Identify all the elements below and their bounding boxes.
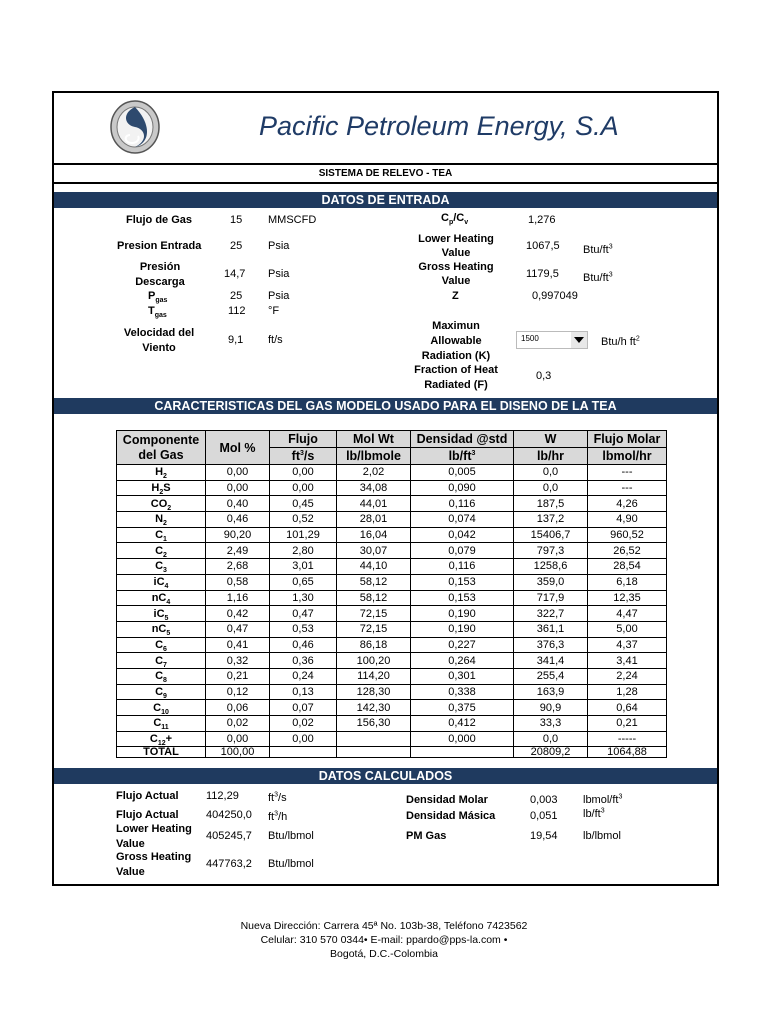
- value-densidad-masica: 0,051: [530, 810, 558, 822]
- cell-flujo: 1,30: [270, 590, 337, 606]
- cell-dens: 0,227: [411, 637, 514, 653]
- value-calc-lhv: 405245,7: [206, 830, 252, 842]
- unit-densidad-molar: lbmol/$ft^3$: [583, 793, 623, 806]
- cell-fm: 26,52: [588, 543, 667, 559]
- cell-mol: 0,06: [206, 700, 270, 716]
- divider: [54, 163, 717, 165]
- unit-densidad-masica: $lb/ft^3$: [583, 807, 605, 820]
- total-label: TOTAL: [117, 747, 206, 758]
- table-row: [117, 621, 667, 637]
- component-name: $C_6$: [117, 637, 206, 653]
- cell-w: 717,9: [514, 590, 588, 606]
- unit-presion-descarga: Psia: [268, 268, 290, 280]
- cell-mol: 0,46: [206, 512, 270, 528]
- radiation-dropdown-value: 1500: [521, 334, 539, 343]
- cell-mol: 2,49: [206, 543, 270, 559]
- value-presion-descarga: 14,7: [224, 268, 246, 280]
- unit-flujo-actual-2: $ft^3/h$: [268, 810, 288, 823]
- cell-w: 33,3: [514, 716, 588, 732]
- cell-flujo: 0,47: [270, 606, 337, 622]
- cell-dens: 0,042: [411, 527, 514, 543]
- cell-flujo: 0,00: [270, 480, 337, 496]
- col-unit-densidad: $lb/ft^3$: [411, 448, 514, 465]
- label-p-gas: $P_{gas}$: [148, 290, 168, 305]
- cell-molwt: 72,15: [337, 621, 411, 637]
- cell-flujo: 0,07: [270, 700, 337, 716]
- label-calc-lhv-2: Value: [116, 838, 145, 850]
- cell-molwt: 142,30: [337, 700, 411, 716]
- cell-fm: 4,47: [588, 606, 667, 622]
- cell-flujo: 3,01: [270, 559, 337, 575]
- cell-fm: 960,52: [588, 527, 667, 543]
- cell-molwt: 100,20: [337, 653, 411, 669]
- cell-flujo: 0,24: [270, 668, 337, 684]
- cell-fm: 6,18: [588, 574, 667, 590]
- table-total-row: [117, 747, 667, 758]
- cell-fm: 4,26: [588, 496, 667, 512]
- component-name: $iC_4$: [117, 574, 206, 590]
- col-header-flujo-molar: Flujo Molar: [588, 431, 667, 448]
- cell-fm: 0,64: [588, 700, 667, 716]
- label-presion-descarga-1: Presión: [139, 261, 181, 273]
- section-header-calculated: DATOS CALCULADOS: [54, 768, 717, 784]
- cell-mol: 1,16: [206, 590, 270, 606]
- component-name: $nC_4$: [117, 590, 206, 606]
- label-max-rad-2: Allowable: [430, 335, 482, 347]
- cell-w: 797,3: [514, 543, 588, 559]
- unit-lhv: Btu/$ft^3$: [583, 243, 613, 256]
- divider: [54, 182, 717, 184]
- cell-w: 15406,7: [514, 527, 588, 543]
- component-name: $H_2$: [117, 465, 206, 481]
- cell-mol: 0,41: [206, 637, 270, 653]
- cell-flujo: 0,00: [270, 731, 337, 747]
- unit-velocidad: ft/s: [268, 334, 283, 346]
- col-header-w: W: [514, 431, 588, 448]
- table-row: [117, 590, 667, 606]
- value-cp-cv: 1,276: [528, 214, 556, 226]
- cell-dens: 0,190: [411, 606, 514, 622]
- cell-molwt: 2,02: [337, 465, 411, 481]
- label-lhv-1: Lower Heating: [418, 233, 494, 245]
- footer-address: Nueva Dirección: Carrera 45ª No. 103b-38, Teléfono 7423562: [240, 920, 528, 932]
- label-cp-cv: $C_p/C_v$: [441, 212, 469, 227]
- cell-w: 376,3: [514, 637, 588, 653]
- component-name: $N_2$: [117, 512, 206, 528]
- total-w: 20809,2: [514, 747, 588, 758]
- cell-fm: 3,41: [588, 653, 667, 669]
- table-row: [117, 480, 667, 496]
- cell-molwt: 28,01: [337, 512, 411, 528]
- cell-fm: 2,24: [588, 668, 667, 684]
- cell-mol: 0,12: [206, 684, 270, 700]
- cell-dens: 0,338: [411, 684, 514, 700]
- cell-dens: 0,116: [411, 496, 514, 512]
- footer-city: Bogotá, D.C.-Colombia: [330, 948, 438, 960]
- component-name: $C_{12}+$: [117, 731, 206, 747]
- label-pm-gas: PM Gas: [406, 830, 447, 842]
- unit-calc-ghv: Btu/lbmol: [268, 858, 314, 870]
- table-row: [117, 716, 667, 732]
- cell-flujo: 101,29: [270, 527, 337, 543]
- label-ghv-2: Value: [441, 275, 471, 287]
- cell-molwt: 86,18: [337, 637, 411, 653]
- col-header-flujo: Flujo: [270, 431, 337, 448]
- cell-flujo: 0,46: [270, 637, 337, 653]
- cell-flujo: 0,45: [270, 496, 337, 512]
- unit-presion-entrada: Psia: [268, 240, 290, 252]
- cell-dens: 0,190: [411, 621, 514, 637]
- total-flujo: [270, 747, 337, 758]
- value-ghv: 1179,5: [526, 268, 559, 280]
- component-name: $C_{11}$: [117, 716, 206, 732]
- cell-flujo: 0,00: [270, 465, 337, 481]
- cell-molwt: [337, 731, 411, 747]
- unit-calc-lhv: Btu/lbmol: [268, 830, 314, 842]
- component-name: $C_8$: [117, 668, 206, 684]
- component-name: $iC_5$: [117, 606, 206, 622]
- label-calc-ghv-1: Gross Heating: [116, 851, 192, 863]
- label-presion-entrada: Presion Entrada: [117, 240, 202, 252]
- label-t-gas: $T_{gas}$: [148, 305, 167, 320]
- cell-molwt: 44,10: [337, 559, 411, 575]
- cell-molwt: 58,12: [337, 590, 411, 606]
- cell-mol: 2,68: [206, 559, 270, 575]
- component-name: $H_2S$: [117, 480, 206, 496]
- total-fm: 1064,88: [588, 747, 667, 758]
- cell-dens: 0,301: [411, 668, 514, 684]
- unit-max-rad: Btu/h $ft^2$: [601, 335, 640, 348]
- component-name: $C_9$: [117, 684, 206, 700]
- value-lhv: 1067,5: [526, 240, 560, 252]
- table-row: [117, 700, 667, 716]
- label-z: Z: [452, 290, 459, 302]
- cell-molwt: 128,30: [337, 684, 411, 700]
- cell-dens: 0,090: [411, 480, 514, 496]
- cell-w: 163,9: [514, 684, 588, 700]
- cell-mol: 0,00: [206, 480, 270, 496]
- cell-mol: 0,40: [206, 496, 270, 512]
- component-name: $C_{10}$: [117, 700, 206, 716]
- label-fraction-1: Fraction of Heat: [414, 364, 498, 376]
- label-velocidad-1: Velocidad del: [123, 327, 195, 339]
- cell-fm: 0,21: [588, 716, 667, 732]
- col-header-densidad: Densidad @std: [411, 431, 514, 448]
- cell-fm: 1,28: [588, 684, 667, 700]
- label-calc-ghv-2: Value: [116, 866, 145, 878]
- cell-molwt: 58,12: [337, 574, 411, 590]
- label-flujo-actual-2: Flujo Actual: [116, 809, 179, 821]
- cell-w: 255,4: [514, 668, 588, 684]
- cell-mol: 0,42: [206, 606, 270, 622]
- company-name: Pacific Petroleum Energy, S.A: [259, 111, 619, 141]
- cell-w: 90,9: [514, 700, 588, 716]
- cell-molwt: 156,30: [337, 716, 411, 732]
- cell-dens: 0,153: [411, 574, 514, 590]
- cell-flujo: 0,36: [270, 653, 337, 669]
- label-max-rad-1: Maximun: [432, 320, 480, 332]
- document-frame: [52, 91, 719, 886]
- cell-flujo: 0,52: [270, 512, 337, 528]
- cell-w: 0,0: [514, 480, 588, 496]
- col-unit-flujo-molar: lbmol/hr: [588, 448, 667, 465]
- cell-dens: 0,153: [411, 590, 514, 606]
- table-row: [117, 653, 667, 669]
- cell-mol: 90,20: [206, 527, 270, 543]
- label-flujo-gas: Flujo de Gas: [126, 214, 193, 226]
- table-row: [117, 684, 667, 700]
- table-row: [117, 637, 667, 653]
- label-flujo-actual-1: Flujo Actual: [116, 790, 179, 802]
- cell-flujo: 0,53: [270, 621, 337, 637]
- label-velocidad-2: Viento: [142, 342, 176, 354]
- label-densidad-molar: Densidad Molar: [406, 794, 488, 806]
- table-row: [117, 512, 667, 528]
- value-calc-ghv: 447763,2: [206, 858, 252, 870]
- cell-fm: 4,37: [588, 637, 667, 653]
- col-header-mol: Mol %: [206, 431, 270, 465]
- total-mol: 100,00: [206, 747, 270, 758]
- cell-w: 0,0: [514, 731, 588, 747]
- cell-mol: 0,47: [206, 621, 270, 637]
- value-flujo-actual-1: 112,29: [206, 790, 239, 802]
- cell-molwt: 34,08: [337, 480, 411, 496]
- cell-dens: 0,412: [411, 716, 514, 732]
- unit-t-gas: °F: [268, 305, 280, 317]
- unit-flujo-gas: MMSCFD: [268, 214, 317, 226]
- cell-dens: 0,264: [411, 653, 514, 669]
- cell-dens: 0,000: [411, 731, 514, 747]
- cell-fm: -----: [588, 731, 667, 747]
- cell-fm: 28,54: [588, 559, 667, 575]
- cell-fm: 4,90: [588, 512, 667, 528]
- table-row: [117, 559, 667, 575]
- cell-molwt: 114,20: [337, 668, 411, 684]
- cell-w: 1258,6: [514, 559, 588, 575]
- cell-mol: 0,00: [206, 731, 270, 747]
- section-header-gas-model: CARACTERISTICAS DEL GAS MODELO USADO PARA EL DISENO DE LA TEA: [54, 398, 717, 414]
- cell-w: 359,0: [514, 574, 588, 590]
- document-subtitle: SISTEMA DE RELEVO - TEA: [318, 168, 453, 179]
- component-name: $C_7$: [117, 653, 206, 669]
- col-header-molwt: Mol Wt: [337, 431, 411, 448]
- label-calc-lhv-1: Lower Heating: [116, 823, 192, 835]
- chevron-down-icon[interactable]: [571, 332, 587, 348]
- value-p-gas: 25: [230, 290, 243, 302]
- total-dens: [411, 747, 514, 758]
- table-row: [117, 606, 667, 622]
- value-presion-entrada: 25: [230, 240, 243, 252]
- unit-flujo-actual-1: $ft^3/s$: [268, 791, 287, 804]
- value-z: 0,997049: [532, 290, 578, 302]
- label-densidad-masica: Densidad Másica: [406, 810, 496, 822]
- value-t-gas: 112: [228, 305, 246, 317]
- cell-flujo: 0,65: [270, 574, 337, 590]
- cell-dens: 0,116: [411, 559, 514, 575]
- radiation-dropdown[interactable]: [516, 331, 588, 349]
- component-name: $C_1$: [117, 527, 206, 543]
- cell-mol: 0,58: [206, 574, 270, 590]
- table-row: [117, 527, 667, 543]
- cell-w: 137,2: [514, 512, 588, 528]
- table-row: [117, 465, 667, 481]
- cell-mol: 0,21: [206, 668, 270, 684]
- cell-dens: 0,074: [411, 512, 514, 528]
- value-pm-gas: 19,54: [530, 830, 558, 842]
- section-header-input: DATOS DE ENTRADA: [54, 192, 717, 208]
- cell-fm: 5,00: [588, 621, 667, 637]
- footer-contact: Celular: 310 570 0344• E-mail: ppardo@pps-la.com •: [260, 934, 508, 946]
- cell-molwt: 30,07: [337, 543, 411, 559]
- cell-dens: 0,005: [411, 465, 514, 481]
- company-logo: [110, 99, 160, 155]
- cell-w: 341,4: [514, 653, 588, 669]
- value-flujo-actual-2: 404250,0: [206, 809, 252, 821]
- cell-mol: 0,32: [206, 653, 270, 669]
- component-name: $CO_2$: [117, 496, 206, 512]
- label-lhv-2: Value: [441, 247, 471, 259]
- value-velocidad: 9,1: [228, 334, 244, 346]
- unit-pm-gas: lb/lbmol: [583, 830, 621, 842]
- unit-ghv: Btu/$ft^3$: [583, 271, 613, 284]
- cell-dens: 0,079: [411, 543, 514, 559]
- cell-w: 187,5: [514, 496, 588, 512]
- cell-molwt: 72,15: [337, 606, 411, 622]
- cell-flujo: 2,80: [270, 543, 337, 559]
- table-row: [117, 543, 667, 559]
- cell-flujo: 0,13: [270, 684, 337, 700]
- cell-flujo: 0,02: [270, 716, 337, 732]
- cell-mol: 0,02: [206, 716, 270, 732]
- label-ghv-1: Gross Heating: [418, 261, 494, 273]
- component-name: $C_2$: [117, 543, 206, 559]
- value-flujo-gas: 15: [230, 214, 243, 226]
- cell-w: 322,7: [514, 606, 588, 622]
- col-unit-molwt: lb/lbmole: [337, 448, 411, 465]
- table-row: [117, 668, 667, 684]
- component-name: $C_3$: [117, 559, 206, 575]
- col-unit-w: lb/hr: [514, 448, 588, 465]
- cell-fm: ---: [588, 465, 667, 481]
- cell-w: 0,0: [514, 465, 588, 481]
- value-fraction: 0,3: [536, 370, 552, 382]
- total-molwt: [337, 747, 411, 758]
- gas-composition-table: [116, 430, 667, 758]
- cell-dens: 0,375: [411, 700, 514, 716]
- label-presion-descarga-2: Descarga: [135, 276, 185, 288]
- col-unit-flujo: $ft^3/s$: [270, 448, 337, 465]
- table-row: [117, 731, 667, 747]
- unit-p-gas: Psia: [268, 290, 290, 302]
- label-max-rad-3: Radiation (K): [421, 350, 491, 362]
- cell-molwt: 16,04: [337, 527, 411, 543]
- cell-w: 361,1: [514, 621, 588, 637]
- table-row: [117, 496, 667, 512]
- component-name: $nC_5$: [117, 621, 206, 637]
- cell-fm: 12,35: [588, 590, 667, 606]
- value-densidad-molar: 0,003: [530, 794, 558, 806]
- cell-mol: 0,00: [206, 465, 270, 481]
- cell-fm: ---: [588, 480, 667, 496]
- table-row: [117, 574, 667, 590]
- col-header-componente: Componente del Gas: [117, 431, 206, 465]
- label-fraction-2: Radiated (F): [424, 379, 488, 391]
- cell-molwt: 44,01: [337, 496, 411, 512]
